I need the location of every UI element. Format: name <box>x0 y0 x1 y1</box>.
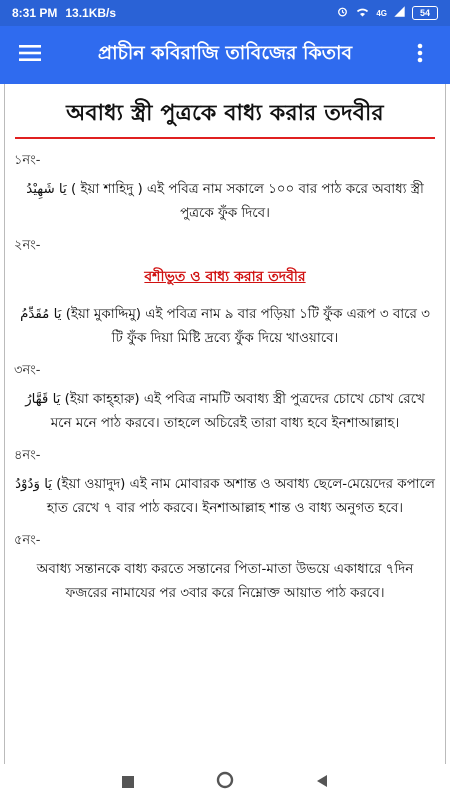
section-body: অবাধ্য সন্তানকে বাধ্য করতে সন্তানের পিতা-মাতা উভয়ে একাধারে ৭দিন ফজরের নামাযের পর ৩বার করে নিম্নোক্ত আয়াত পাঠ করবে। <box>36 562 414 601</box>
section-subheading: বশীভুত ও বাধ্য করার তদবীর <box>144 269 306 285</box>
article-content[interactable] <box>0 84 450 764</box>
section-text <box>14 388 436 436</box>
alarm-icon <box>336 5 349 21</box>
section-label: ৩নং- <box>14 363 41 378</box>
app-title: প্রাচীন কবিরাজি তাবিজের কিতাব <box>97 42 353 64</box>
section-label: ১নং- <box>14 153 41 168</box>
section-3 <box>14 361 436 436</box>
more-options-button[interactable] <box>400 35 440 75</box>
section-text <box>14 558 436 606</box>
arabic-name: یَا قَهَّارُ <box>25 392 61 407</box>
section-label: ২নং- <box>14 238 41 253</box>
home-button[interactable] <box>210 767 240 797</box>
signal-icon <box>393 5 406 21</box>
arabic-name: یَا شَهِیْدُ <box>26 182 67 197</box>
status-right <box>336 5 438 21</box>
arabic-name: یَا وَدُوْدُ <box>15 477 53 492</box>
back-button[interactable] <box>307 767 337 797</box>
section-1 <box>14 151 436 226</box>
section-4 <box>14 446 436 521</box>
network-type: 4G <box>376 8 387 18</box>
wifi-icon <box>355 5 370 21</box>
section-body: (ইয়া মুকাদ্দিমু) এই পবিত্র নাম ৯ বার পড়িয়া ১টি ফুঁক এরূপ ৩ বারে ৩ টি ফুঁক দিয়া মিষ্টি দ্রব্যে ফুঁক দিয়ে খাওয়াবে। <box>61 307 430 346</box>
section-text <box>14 303 436 351</box>
section-body: ( ইয়া শাহিদু ) এই পবিত্র নাম সকালে ১০০ বার পাঠ করে অবাধ্য স্ত্রী পুত্রকে ফুঁক দিবে। <box>66 182 424 221</box>
status-bar <box>0 0 450 26</box>
section-2 <box>14 236 436 351</box>
navigation-bar <box>0 764 450 800</box>
section-body: (ইয়া কাহ্হারু) এই পবিত্র নামটি অবাধ্য স্ত্রী পুত্রদের চোখে চোখ রেখে মনে মনে পাঠ করবে। তাহলে অচিরেই তারা বাধ্য হবে ইনশাআল্লাহ। <box>50 392 425 431</box>
hamburger-menu-icon <box>19 44 41 66</box>
status-time: 8:31 PM <box>12 6 58 20</box>
app-bar <box>0 26 450 84</box>
section-5 <box>14 531 436 606</box>
recent-apps-icon <box>122 773 134 792</box>
arabic-name: یَا مُقَدِّمُ <box>20 307 62 322</box>
recent-apps-button[interactable] <box>113 767 143 797</box>
section-text <box>14 473 436 521</box>
section-body: (ইয়া ওয়াদুদ) এই নাম মোবারক অশান্ত ও অবাধ্য ছেলে-মেয়েদের কপালে হাত রেখে ৭ বার পাঠ করবে। ইনশাআল্লাহ শান্ত ও বাধ্য অনুগত হবে। <box>46 477 435 516</box>
article-heading: অবাধ্য স্ত্রী পুত্রকে বাধ্য করার তদবীর <box>66 100 384 126</box>
battery-icon: 54 <box>412 6 438 20</box>
network-speed: 13.1KB/s <box>65 6 117 20</box>
status-left <box>12 6 116 20</box>
back-icon <box>315 773 329 792</box>
section-label: ৫নং- <box>14 533 41 548</box>
section-label: ৪নং- <box>14 448 41 463</box>
heading-underline <box>15 137 435 139</box>
menu-button[interactable] <box>10 35 50 75</box>
more-vert-icon <box>417 43 423 67</box>
section-text <box>14 178 436 226</box>
home-icon <box>216 771 234 793</box>
